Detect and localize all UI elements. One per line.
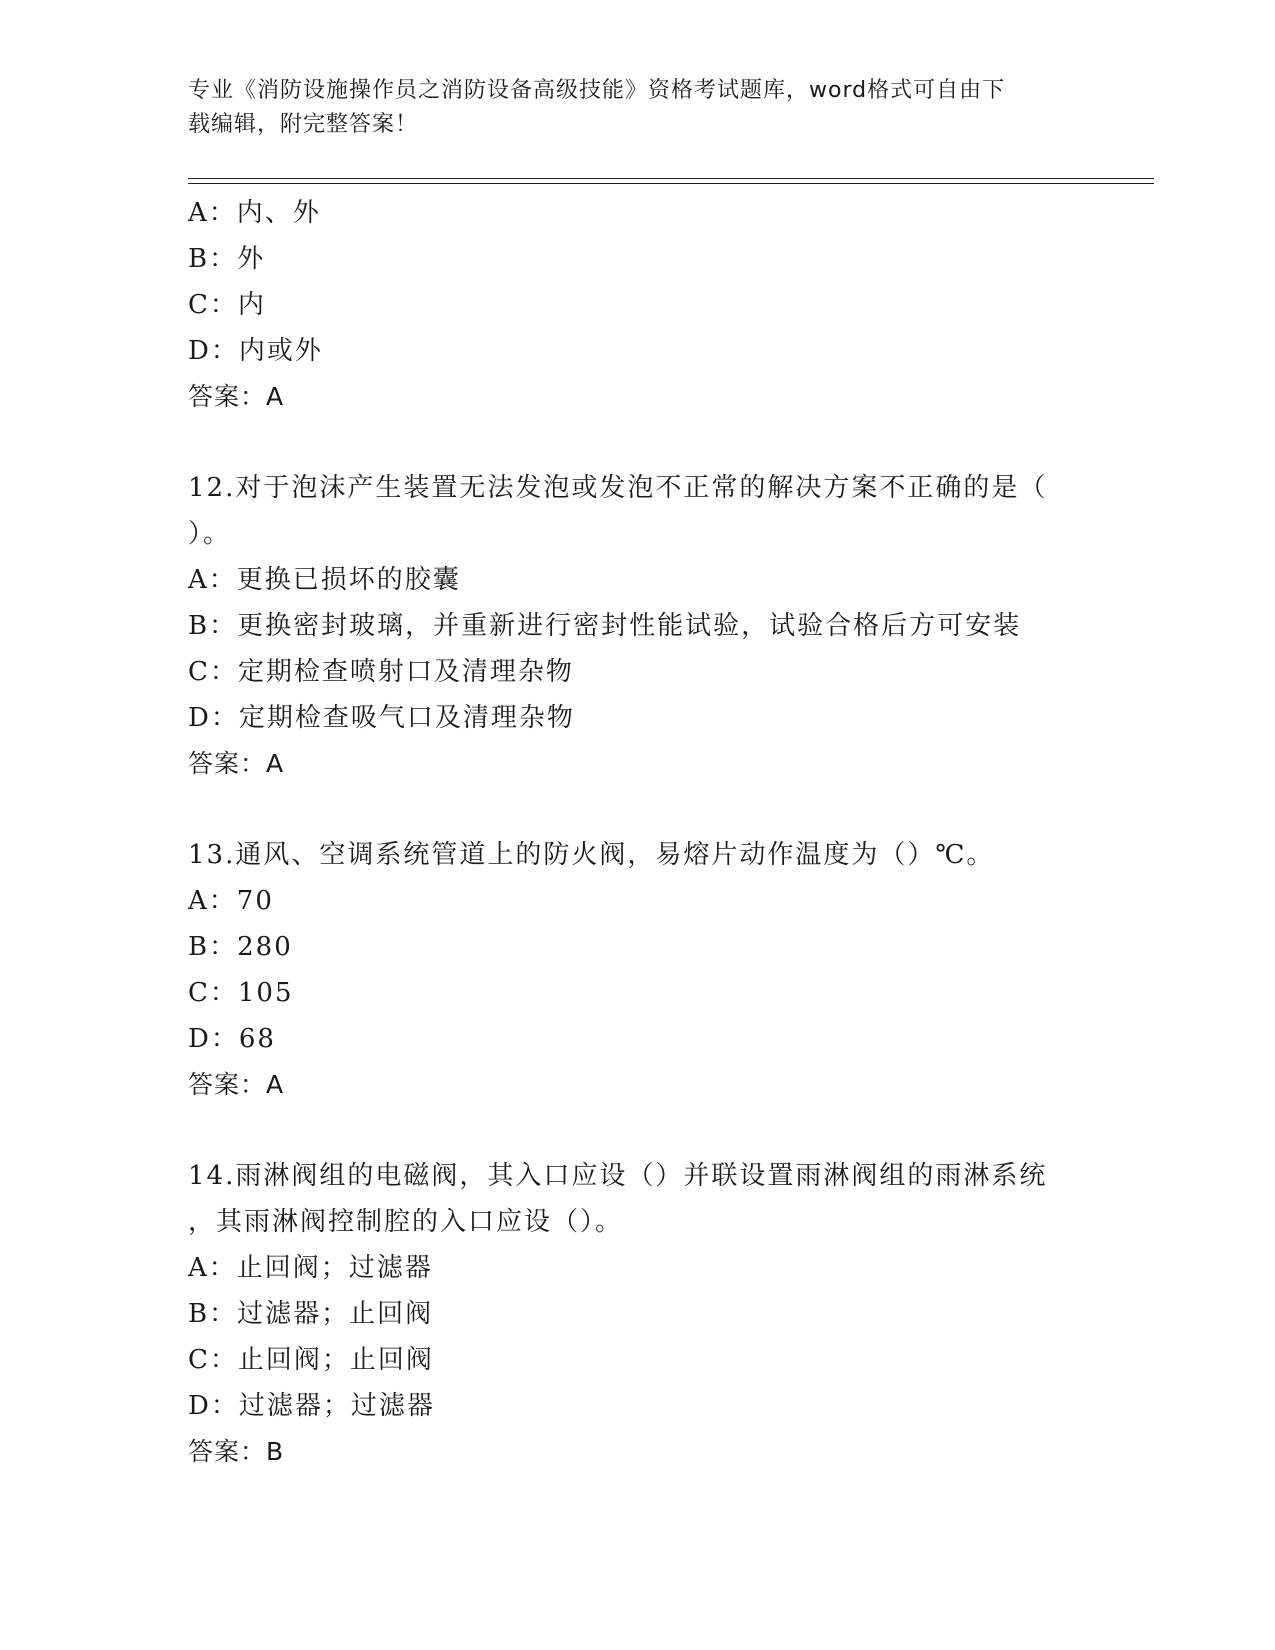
header-divider-top: [188, 178, 1154, 179]
question-13: [188, 832, 1088, 1108]
answer: 答案：A: [188, 749, 285, 778]
option-b: B：过滤器；止回阀: [188, 1299, 434, 1329]
question-stem-line-2: ，其雨淋阀控制腔的入口应设（）。: [188, 1207, 624, 1237]
option-a: A：内、外: [188, 198, 321, 228]
option-a: A：70: [188, 886, 274, 916]
question-stem-line-2: ）。: [188, 519, 232, 549]
option-b: B：280: [188, 932, 293, 962]
question-stem-line-1: 14.雨淋阀组的电磁阀，其入口应设（）并联设置雨淋阀组的雨淋系统: [188, 1161, 1048, 1191]
question-stem-line-1: 13.通风、空调系统管道上的防火阀，易熔片动作温度为（）℃。: [188, 840, 995, 870]
option-d: D：68: [188, 1024, 276, 1054]
option-d: D：内或外: [188, 336, 323, 366]
option-a: A：更换已损坏的胶囊: [188, 565, 461, 595]
question-14: [188, 1153, 1088, 1475]
answer: 答案：B: [188, 1437, 285, 1466]
header-line-1: 专业《消防设施操作员之消防设备高级技能》资格考试题库，word格式可自由下: [188, 78, 1006, 103]
header-line-2: 载编辑，附完整答案！: [188, 112, 419, 137]
spacer: [188, 787, 1088, 832]
option-c: C：105: [188, 978, 294, 1008]
answer: 答案：A: [188, 1070, 285, 1099]
question-list: [188, 190, 1088, 1475]
option-a: A：止回阀；过滤器: [188, 1253, 433, 1283]
option-c: C：止回阀；止回阀: [188, 1345, 434, 1375]
spacer: [188, 1108, 1088, 1153]
option-d: D：过滤器；过滤器: [188, 1391, 435, 1421]
option-c: C：定期检查喷射口及清理杂物: [188, 657, 574, 687]
option-c: C：内: [188, 290, 266, 320]
header-divider-bottom: [188, 183, 1154, 184]
question-11: [188, 190, 1088, 420]
document-header: [188, 74, 1068, 142]
option-b: B：外: [188, 244, 266, 274]
answer: 答案：A: [188, 382, 285, 411]
spacer: [188, 420, 1088, 465]
option-d: D：定期检查吸气口及清理杂物: [188, 703, 575, 733]
option-b: B：更换密封玻璃，并重新进行密封性能试验，试验合格后方可安装: [188, 611, 1022, 641]
question-12: [188, 465, 1088, 787]
question-stem-line-1: 12.对于泡沫产生装置无法发泡或发泡不正常的解决方案不正确的是（: [188, 473, 1048, 503]
